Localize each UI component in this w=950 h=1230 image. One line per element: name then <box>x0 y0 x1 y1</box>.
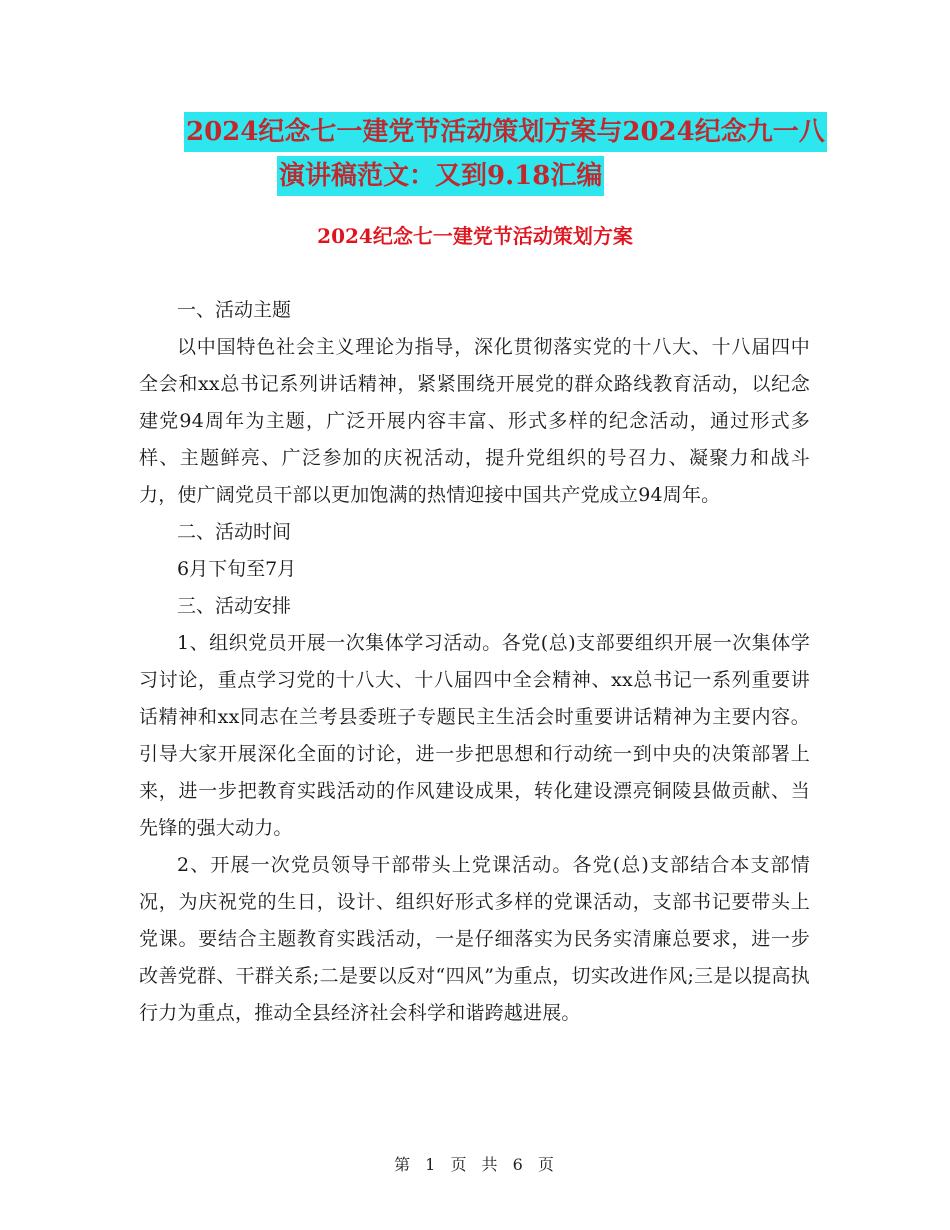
page-footer: 第 1 页 共 6 页 <box>394 1155 556 1174</box>
document-body <box>139 292 810 1032</box>
title-line-2: 演讲稿范文：又到9.18汇编 <box>277 156 604 196</box>
heading-activity-arrangement: 三、活动安排 <box>177 595 292 617</box>
paragraph-arrangement-1: 1、组织党员开展一次集体学习活动。各党(总)支部要组织开展一次集体学习讨论，重点学习党的十八大、十八届四中全会精神、xx总书记一系列重要讲话精神和xx同志在兰考县委班子专题民主生活会时重要讲话精神为主要内容。引导大家开展深化全面的讨论，进一步把思想和行动统一到中央的决策部署上来，进一步把教育实践活动的作风建设成果，转化建设漂亮铜陵县做贡献、当先锋的强大动力。 <box>139 632 810 839</box>
section-title: 2024纪念七一建党节活动策划方案 <box>317 224 633 248</box>
heading-activity-time: 二、活动时间 <box>177 521 292 543</box>
paragraph-activity-theme: 以中国特色社会主义理论为指导，深化贯彻落实党的十八大、十八届四中全会和xx总书记系列讲话精神，紧紧围绕开展党的群众路线教育活动，以纪念建党94周年为主题，广泛开展内容丰富、形式多样的纪念活动，通过形式多样、主题鲜亮、广泛参加的庆祝活动，提升党组织的号召力、凝聚力和战斗力，使广阔党员干部以更加饱满的热情迎接中国共产党成立94周年。 <box>139 336 810 506</box>
heading-activity-theme: 一、活动主题 <box>177 299 292 321</box>
activity-time-value: 6月下旬至7月 <box>177 558 297 580</box>
paragraph-arrangement-2: 2、开展一次党员领导干部带头上党课活动。各党(总)支部结合本支部情况，为庆祝党的生日，设计、组织好形式多样的党课活动，支部书记要带头上党课。要结合主题教育实践活动，一是仔细落实为民务实清廉总要求，进一步改善党群、干群关系;二是要以反对“四风”为重点，切实改进作风;三是以提高执行力为重点，推动全县经济社会科学和谐跨越进展。 <box>139 854 810 1024</box>
title-line-1: 2024纪念七一建党节活动策划方案与2024纪念九一八 <box>184 112 827 152</box>
